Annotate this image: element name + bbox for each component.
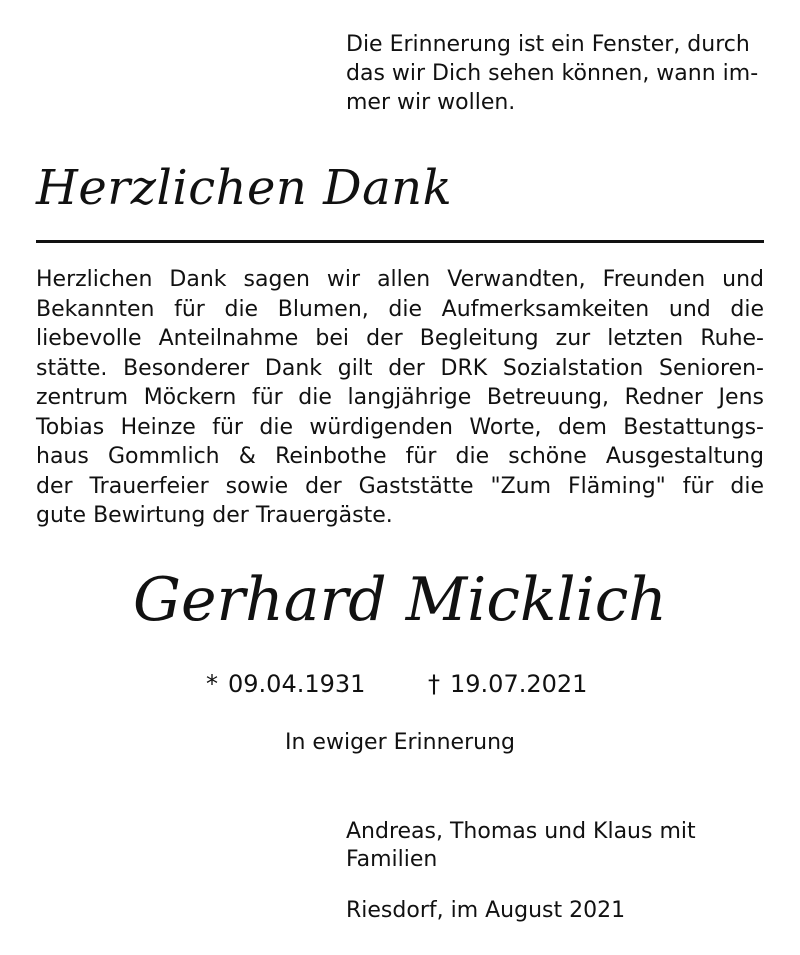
paragraph-line: Bekannten für die Blumen, die Aufmerksamkeiten und die <box>36 296 764 322</box>
birth-star-icon: * <box>206 670 218 698</box>
deceased-name: Gerhard Micklich <box>133 565 667 635</box>
paragraph-line: gute Bewirtung der Trauergäste. <box>36 503 393 528</box>
birth-date-group <box>206 666 365 702</box>
death-date-group <box>428 666 587 702</box>
memory-line: In ewiger Erinnerung <box>285 730 515 755</box>
signers-line: Andreas, Thomas und Klaus mit <box>346 819 696 844</box>
paragraph-line: der Trauerfeier sowie der Gaststätte "Zum Fläming" für die <box>36 473 764 499</box>
signers <box>346 818 776 874</box>
paragraph-line: Herzlichen Dank sagen wir allen Verwandten, Freunden und <box>36 267 764 292</box>
death-date: 19.07.2021 <box>450 670 588 698</box>
paragraph-line: stätte. Besonderer Dank gilt der DRK Sozialstation Senioren- <box>36 355 764 381</box>
birth-date: 09.04.1931 <box>228 670 366 698</box>
quote-line: mer wir wollen. <box>346 90 516 115</box>
paragraph-line: liebevolle Anteilnahme bei der Begleitung zur letzten Ruhe- <box>36 326 764 351</box>
paragraph-line: Tobias Heinze für die würdigenden Worte, dem Bestattungs- <box>36 414 764 440</box>
heading-divider <box>36 240 764 243</box>
life-dates <box>200 666 620 702</box>
place-and-date: Riesdorf, im August 2021 <box>346 898 626 923</box>
signers-line: Familien <box>346 847 438 872</box>
quote-line: Die Erinnerung ist ein Fenster, durch <box>346 32 750 57</box>
paragraph-line: zentrum Möckern für die langjährige Betreuung, Redner Jens <box>36 385 764 410</box>
memorial-quote <box>346 30 776 117</box>
quote-line: das wir Dich sehen können, wann im- <box>346 61 759 86</box>
death-cross-icon: † <box>428 670 440 698</box>
thanks-heading: Herzlichen Dank <box>36 160 453 216</box>
paragraph-line: haus Gommlich & Reinbothe für die schöne Ausgestaltung <box>36 444 764 469</box>
thanks-paragraph <box>36 265 764 531</box>
